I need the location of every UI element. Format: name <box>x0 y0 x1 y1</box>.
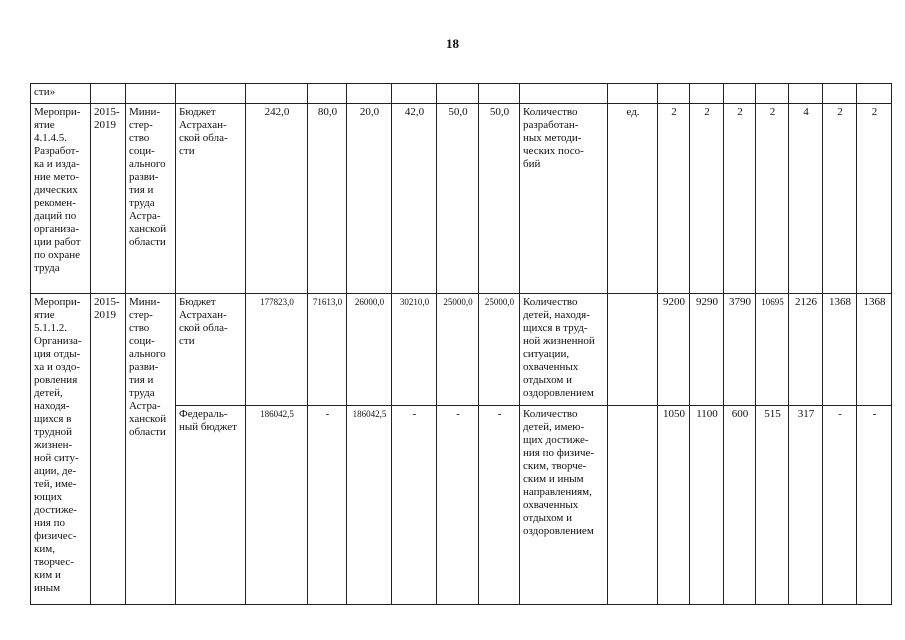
indicator-value-6: 1368 <box>823 294 857 406</box>
funding-year-2: 20,0 <box>347 104 392 294</box>
indicator-value-3: 3790 <box>724 294 756 406</box>
indicator-value-6: - <box>823 406 857 605</box>
funding-total: 177823,0 <box>246 294 308 406</box>
indicator-unit: ед. <box>608 104 658 294</box>
activity-executor: Мини- стер- ство соци- ального разви- тия и труда Астра- ханской области <box>126 104 176 294</box>
funding-year-5: - <box>479 406 520 605</box>
funding-year-1: 80,0 <box>308 104 347 294</box>
funding-source: Федераль- ный бюджет <box>176 406 246 605</box>
funding-year-5: 50,0 <box>479 104 520 294</box>
funding-year-1: 71613,0 <box>308 294 347 406</box>
indicator-value-5: 317 <box>789 406 823 605</box>
continuation-text: сти» <box>31 84 91 104</box>
page-number: 18 <box>446 36 459 51</box>
table-row <box>31 104 892 294</box>
program-table <box>30 83 892 605</box>
indicator-value-2: 1100 <box>690 406 724 605</box>
indicator-value-5: 4 <box>789 104 823 294</box>
indicator-text: Количество разработан- ных методи- ческих посо- бий <box>520 104 608 294</box>
table-row <box>31 294 892 406</box>
funding-source: Бюджет Астрахан- ской обла- сти <box>176 104 246 294</box>
indicator-value-3: 600 <box>724 406 756 605</box>
funding-year-4: - <box>437 406 479 605</box>
indicator-value-2: 9290 <box>690 294 724 406</box>
activity-period: 2015- 2019 <box>91 294 126 605</box>
activity-name: Меропри- ятие 4.1.4.5. Разработ- ка и изда- ние мето- дических рекомен- даций по организа- ции работ по охране труда <box>31 104 91 294</box>
funding-source: Бюджет Астрахан- ской обла- сти <box>176 294 246 406</box>
funding-year-2: 186042,5 <box>347 406 392 605</box>
funding-year-1: - <box>308 406 347 605</box>
indicator-unit <box>608 294 658 406</box>
indicator-value-5: 2126 <box>789 294 823 406</box>
indicator-value-7: 2 <box>857 104 892 294</box>
funding-year-4: 50,0 <box>437 104 479 294</box>
indicator-value-4: 515 <box>756 406 789 605</box>
indicator-value-1: 1050 <box>658 406 690 605</box>
indicator-value-1: 2 <box>658 104 690 294</box>
indicator-value-2: 2 <box>690 104 724 294</box>
activity-name: Меропри- ятие 5.1.1.2. Организа- ция отды- ха и оздо- ровления детей, находя- щихся в трудной жизнен- ной ситу- ации, де- тей, име- ющих достиже- ния по физичес- ким, творчес- ким и иным <box>31 294 91 605</box>
indicator-text: Количество детей, имею- щих достиже- ния по физиче- ским, творче- ским и иным направлениям, охваченных отдыхом и оздоровлением <box>520 406 608 605</box>
funding-year-4: 25000,0 <box>437 294 479 406</box>
activity-executor: Мини- стер- ство соци- ального разви- тия и труда Астра- ханской области <box>126 294 176 605</box>
activity-period: 2015- 2019 <box>91 104 126 294</box>
funding-year-3: 30210,0 <box>392 294 437 406</box>
indicator-value-6: 2 <box>823 104 857 294</box>
funding-year-2: 26000,0 <box>347 294 392 406</box>
indicator-unit <box>608 406 658 605</box>
indicator-value-7: - <box>857 406 892 605</box>
indicator-text: Количество детей, находя- щихся в труд- ной жизненной ситуации, охваченных отдыхом и оздоровлением <box>520 294 608 406</box>
funding-year-3: - <box>392 406 437 605</box>
funding-year-3: 42,0 <box>392 104 437 294</box>
indicator-value-1: 9200 <box>658 294 690 406</box>
continuation-row <box>31 84 892 104</box>
indicator-value-3: 2 <box>724 104 756 294</box>
indicator-value-7: 1368 <box>857 294 892 406</box>
indicator-value-4: 2 <box>756 104 789 294</box>
funding-year-5: 25000,0 <box>479 294 520 406</box>
funding-total: 186042,5 <box>246 406 308 605</box>
indicator-value-4: 10695 <box>756 294 789 406</box>
funding-total: 242,0 <box>246 104 308 294</box>
